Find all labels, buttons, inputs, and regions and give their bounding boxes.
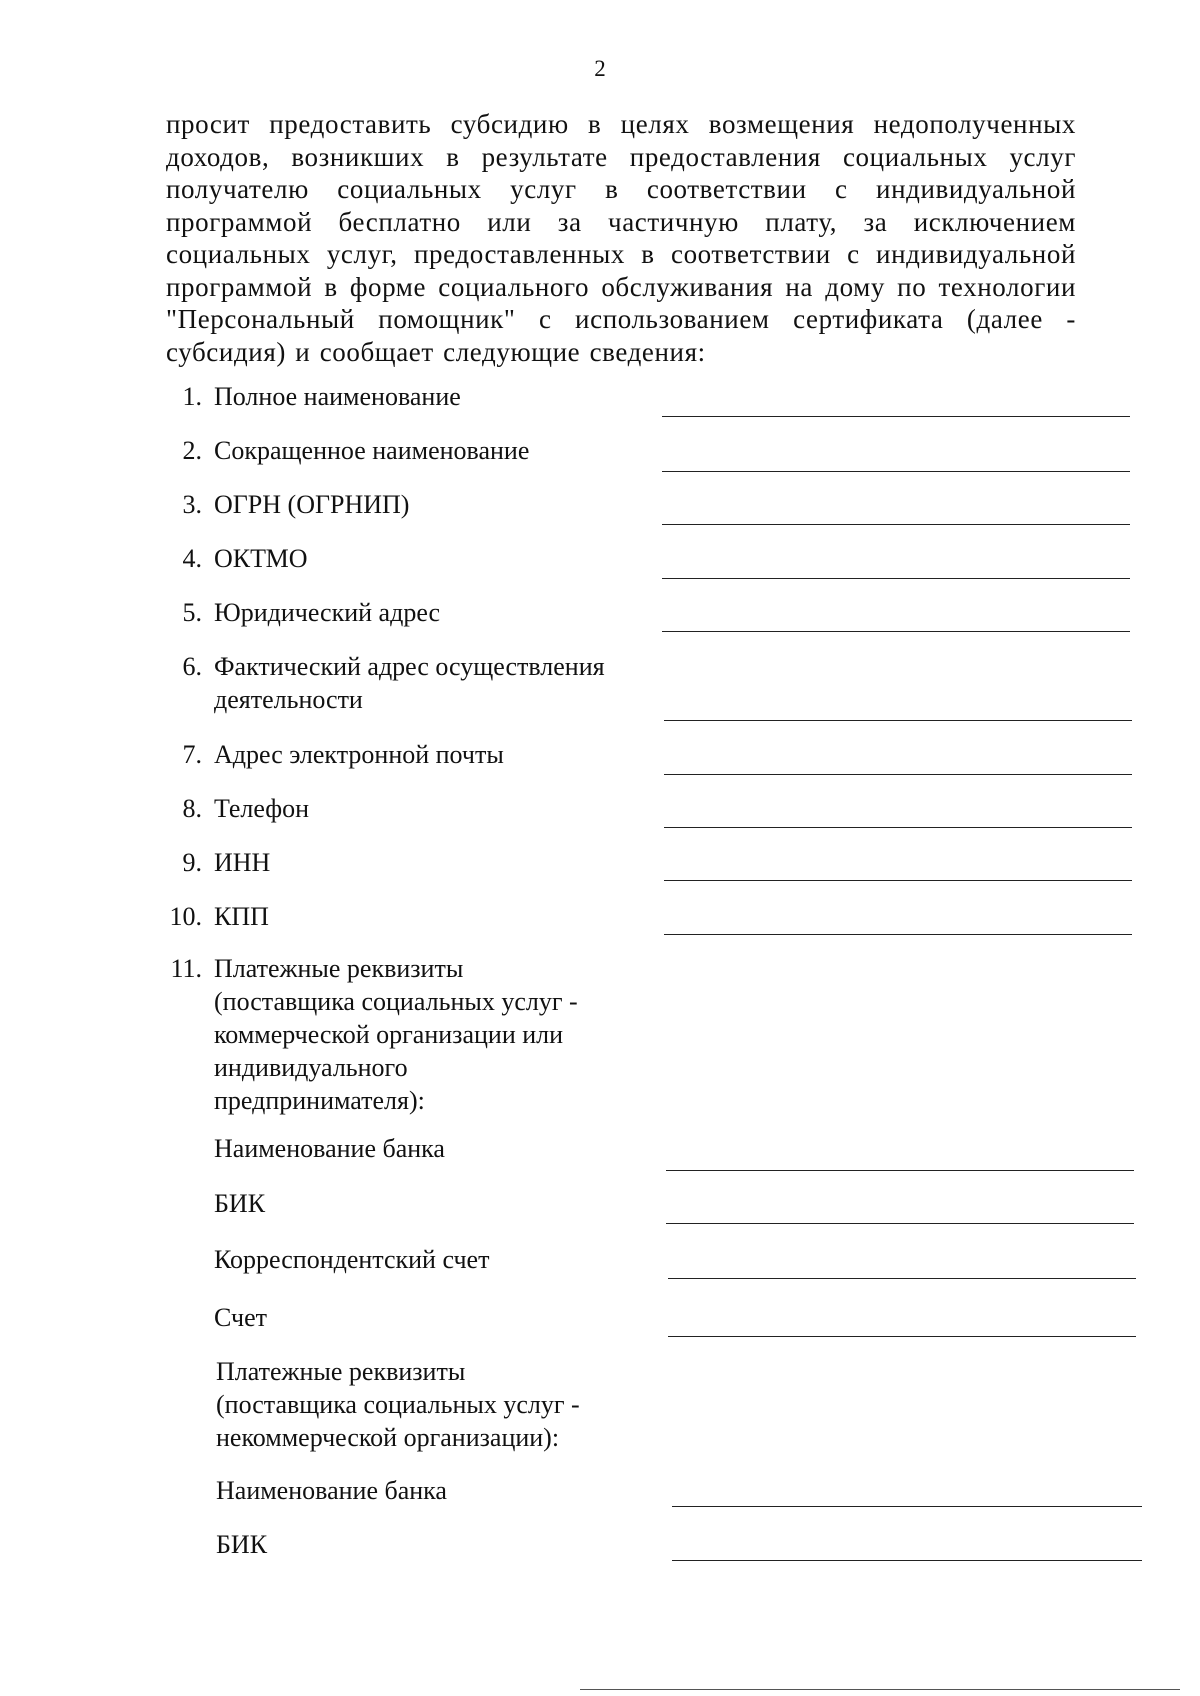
intro-line: "Персональный помощник" с использованием сертификата (далее - [166,304,1076,334]
field-number: 8. [182,794,202,823]
field-label-line: деятельности [214,685,363,714]
account-input-line[interactable] [668,1336,1136,1337]
field-number: 11. [170,954,202,983]
correspondent-account-input-line[interactable] [668,1278,1136,1279]
phone-input-line[interactable] [664,827,1132,828]
inn-input-line[interactable] [664,880,1132,881]
field-label-line: (поставщика социальных услуг - [214,987,578,1016]
field-label: Счет [214,1303,267,1332]
short-name-input-line[interactable] [662,471,1130,472]
bik-input-line[interactable] [666,1223,1134,1224]
field-label: ИНН [214,848,271,877]
field-label-line: коммерческой организации или [214,1020,564,1049]
field-label: Наименование банка [214,1134,445,1163]
actual-address-input-line[interactable] [664,720,1132,721]
field-number: 2. [182,436,202,465]
field-label: Наименование банка [216,1476,447,1505]
intro-paragraph [166,108,1076,368]
legal-address-input-line[interactable] [662,631,1130,632]
field-label: КПП [214,902,269,931]
field-label: Юридический адрес [214,598,441,627]
field-label: Корреспондентский счет [214,1245,490,1274]
nc-bik-input-line[interactable] [672,1560,1142,1561]
field-number: 4. [182,544,202,573]
intro-line: субсидия) и сообщает следующие сведения: [166,336,706,367]
full-name-input-line[interactable] [662,416,1130,417]
field-label-line: некоммерческой организации): [216,1423,560,1452]
field-label [214,952,578,1117]
field-label-line: Платежные реквизиты [216,1357,466,1386]
intro-line: доходов, возникших в результате предоставления социальных услуг [166,141,1076,172]
field-label: ОКТМО [214,544,308,573]
field-number: 10. [169,902,202,931]
field-number: 9. [182,848,202,877]
kpp-input-line[interactable] [664,934,1132,935]
intro-line: социальных услуг, предоставленных в соответствии с индивидуальной [166,239,1076,269]
field-label-line: Фактический адрес осуществления [214,652,605,681]
field-label [214,650,605,716]
field-number: 6. [182,652,202,681]
email-input-line[interactable] [664,774,1132,775]
bank-name-input-line[interactable] [666,1170,1134,1171]
field-label [216,1355,580,1454]
intro-line: программой бесплатно или за частичную плату, за исключением [166,206,1076,237]
field-label: ОГРН (ОГРНИП) [214,490,410,519]
field-number: 1. [182,382,202,411]
intro-line: получателю социальных услуг в соответствии с индивидуальной [166,174,1076,204]
ogrn-input-line[interactable] [662,524,1130,525]
field-label-line: индивидуального [214,1053,408,1082]
field-label: Сокращенное наименование [214,436,530,465]
field-label-line: (поставщика социальных услуг - [216,1390,580,1419]
field-number: 7. [182,740,202,769]
page-number: 2 [594,56,606,81]
field-label: Полное наименование [214,382,461,411]
field-number: 3. [182,490,202,519]
field-label-line: Платежные реквизиты [214,954,464,983]
field-label-line: предпринимателя): [214,1086,425,1115]
field-label: Адрес электронной почты [214,740,504,769]
field-label: Телефон [214,794,310,823]
scan-edge-line [580,1689,1180,1690]
nc-bank-name-input-line[interactable] [672,1506,1142,1507]
intro-line: просит предоставить субсидию в целях возмещения недополученных [166,109,1076,139]
field-number: 5. [182,598,202,627]
field-label: БИК [216,1530,268,1559]
oktmo-input-line[interactable] [662,578,1130,579]
intro-line: программой в форме социального обслуживания на дому по технологии [166,271,1076,302]
field-label: БИК [214,1189,266,1218]
